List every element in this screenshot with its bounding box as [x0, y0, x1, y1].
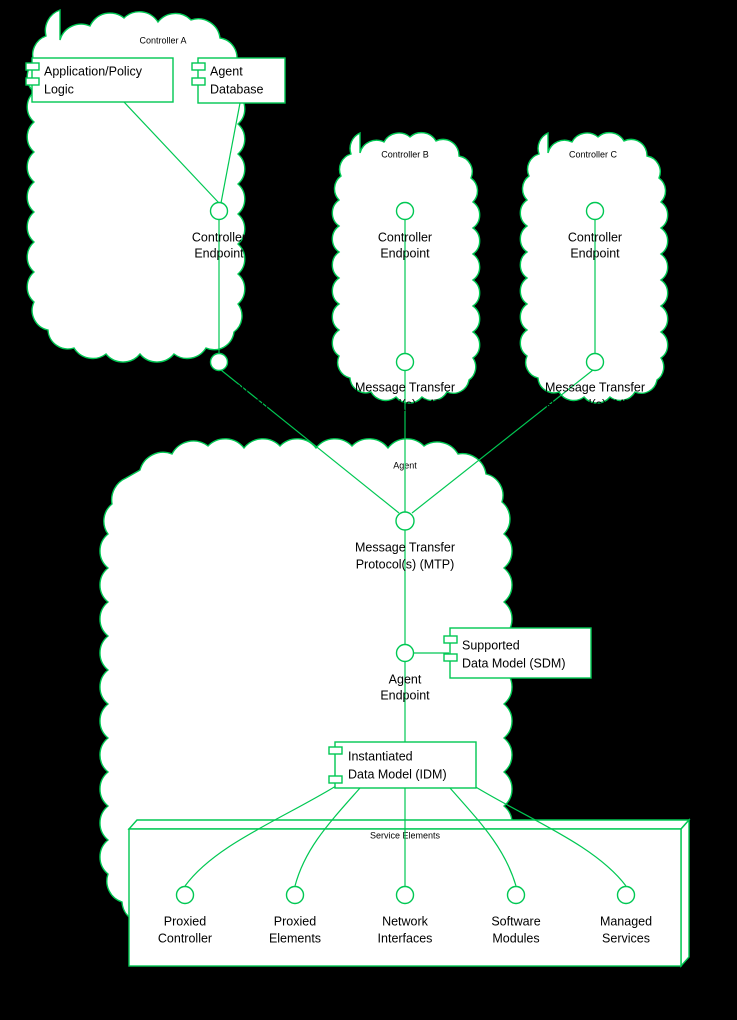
box-supported-data-model — [444, 628, 591, 678]
controller-a-mtp-label-line2: Protocol(s) (MTP) — [169, 397, 269, 412]
proxied-controller-circle — [177, 887, 194, 904]
controller-c-mtp-label-line2: Protocol(s) (MTP) — [545, 397, 645, 412]
controller-c-title: Controller C — [568, 149, 618, 160]
instantiated-data-model-tab-top — [329, 747, 342, 754]
managed-services-circle — [618, 887, 635, 904]
controller-a-mtp-label-line1: Message Transfer — [168, 380, 270, 395]
controller-b-endpoint-label-line2: Endpoint — [380, 246, 430, 261]
proxied-elements-circle — [287, 887, 304, 904]
controller-a-title: Controller A — [139, 35, 187, 46]
controller-c-endpoint-circle — [587, 203, 604, 220]
controller-a-mtp-circle — [211, 354, 228, 371]
controller-c-mtp-circle — [587, 354, 604, 371]
software-modules-circle — [508, 887, 525, 904]
controller-b-mtp-circle — [397, 354, 414, 371]
agent-endpoint-label-line1: Agent — [388, 672, 422, 687]
agent-title: Agent — [393, 460, 417, 471]
supported-data-model-label-line1: Supported — [462, 638, 520, 653]
proxied-controller-label-line1: Proxied — [163, 914, 207, 929]
agent-mtp-label-line1: Message Transfer — [354, 540, 456, 555]
controller-c-endpoint-label-line2: Endpoint — [570, 246, 620, 261]
controller-c-endpoint-label-line1: Controller — [567, 230, 623, 245]
agent-database-label-line1: Agent — [210, 64, 243, 79]
application-policy-logic-tab-bottom — [26, 78, 39, 85]
instantiated-data-model-label-line2: Data Model (IDM) — [348, 767, 447, 782]
controller-b-endpoint-circle — [397, 203, 414, 220]
network-interfaces-label-line2: Interfaces — [377, 931, 433, 946]
supported-data-model-label-line2: Data Model (SDM) — [462, 656, 566, 671]
supported-data-model-tab-top — [444, 636, 457, 643]
network-interfaces-label-line1: Network — [382, 914, 428, 929]
instantiated-data-model-tab-bottom — [329, 776, 342, 783]
agent-mtp-label-line2: Protocol(s) (MTP) — [355, 557, 455, 572]
supported-data-model-tab-bottom — [444, 654, 457, 661]
application-policy-logic-tab-top — [26, 63, 39, 70]
proxied-elements-label-line2: Elements — [268, 931, 322, 946]
agent-endpoint-circle — [397, 645, 414, 662]
controller-c-mtp-label-line1: Message Transfer — [544, 380, 646, 395]
service-elements-box-depth-top — [129, 820, 689, 829]
managed-services-label-line2: Services — [602, 931, 650, 946]
software-modules-label-line1: Software — [491, 914, 541, 929]
controller-b-mtp-label-line2: Protocol(s) (MTP) — [355, 397, 455, 412]
application-policy-logic-label-line1: Application/Policy — [44, 64, 142, 79]
network-interfaces-circle — [397, 887, 414, 904]
agent-mtp-circle — [396, 512, 414, 530]
box-application-policy-logic — [26, 58, 173, 102]
controller-a-endpoint-label-line1: Controller — [191, 230, 247, 245]
supported-data-model-rect — [450, 628, 591, 678]
box-instantiated-data-model — [329, 742, 476, 788]
proxied-elements-label-line1: Proxied — [273, 914, 317, 929]
controller-a-endpoint-circle — [211, 203, 228, 220]
managed-services-label-line1: Managed — [599, 914, 653, 929]
software-modules-label-line2: Modules — [492, 931, 540, 946]
controller-a-endpoint-label-line2: Endpoint — [194, 246, 244, 261]
service-elements-title: Service Elements — [369, 830, 441, 841]
agent-database-tab-bottom — [192, 78, 205, 85]
box-agent-database — [192, 58, 285, 103]
interface-controller-a-mtp — [169, 354, 269, 412]
agent-endpoint-label-line2: Endpoint — [380, 688, 430, 703]
proxied-controller-label-line2: Controller — [157, 931, 213, 946]
controller-b-mtp-label-line1: Message Transfer — [354, 380, 456, 395]
controller-b-title: Controller B — [381, 149, 429, 160]
agent-database-label-line2: Database — [210, 82, 264, 97]
service-elements-box-depth-right — [681, 820, 689, 966]
controller-b-endpoint-label-line1: Controller — [377, 230, 433, 245]
instantiated-data-model-label-line1: Instantiated — [348, 749, 413, 764]
application-policy-logic-label-line2: Logic — [44, 82, 74, 97]
agent-database-tab-top — [192, 63, 205, 70]
